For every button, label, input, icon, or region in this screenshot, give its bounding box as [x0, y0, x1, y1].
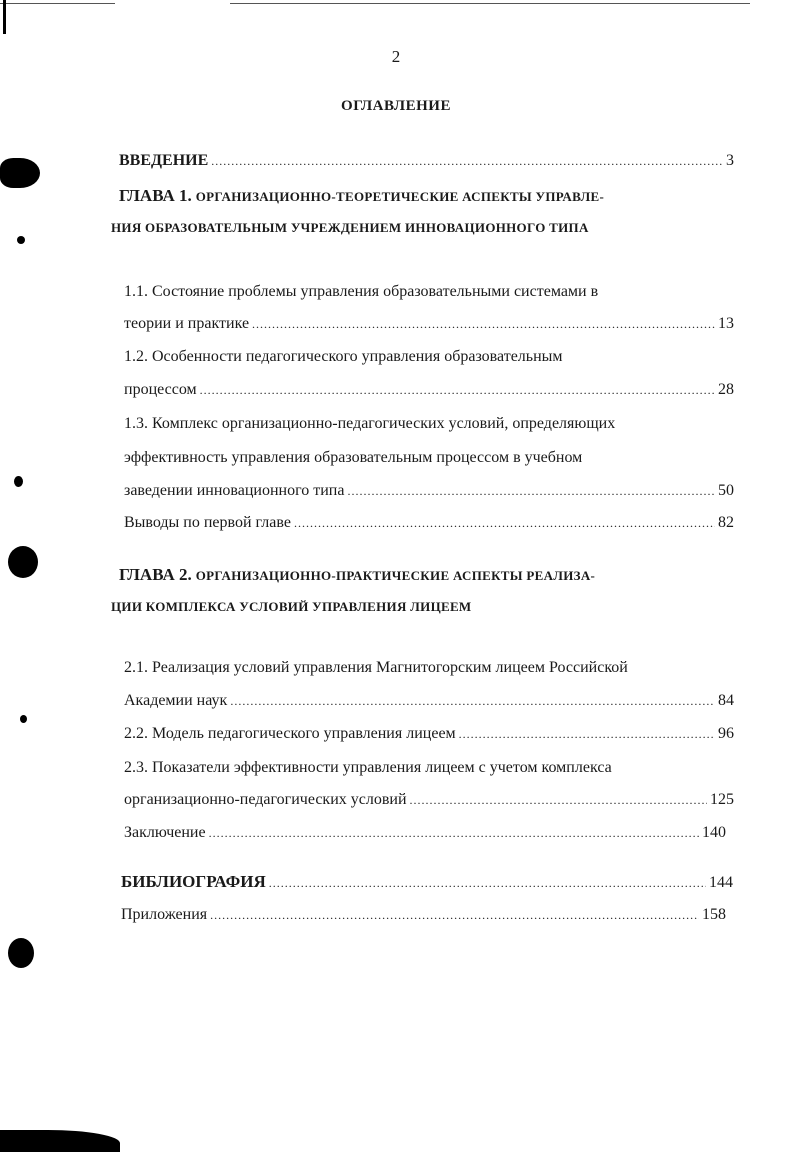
punch-hole-blot: [0, 158, 40, 188]
chapter-title-line: ЦИИ КОМПЛЕКСА УСЛОВИЙ УПРАВЛЕНИЯ ЛИЦЕЕМ: [111, 599, 472, 614]
toc-entry-1-2-line1: 1.2. Особенности педагогического управления образовательным: [124, 348, 563, 365]
leader-dots: [410, 790, 707, 810]
toc-entry-label: ВВЕДЕНИЕ: [119, 152, 209, 169]
leader-dots: [347, 481, 715, 501]
chapter-title-line: НИЯ ОБРАЗОВАТЕЛЬНЫМ УЧРЕЖДЕНИЕМ ИННОВАЦИОННОГО ТИПА: [111, 220, 589, 235]
ink-speck: [17, 236, 25, 244]
leader-dots: [294, 513, 715, 533]
chapter-title-line: ОРГАНИЗАЦИОННО-ПРАКТИЧЕСКИЕ АСПЕКТЫ РЕАЛИЗА-: [195, 568, 596, 583]
chapter-title-line: ОРГАНИЗАЦИОННО-ТЕОРЕТИЧЕСКИЕ АСПЕКТЫ УПРАВЛЕ-: [195, 189, 605, 204]
toc-entry-label: Заключение: [124, 824, 206, 841]
toc-entry-1-3: [124, 481, 734, 501]
toc-entry-1-2: [124, 380, 734, 400]
toc-entry-1-1-line1: 1.1. Состояние проблемы управления образовательными системами в: [124, 283, 599, 300]
chapter-1-heading: [119, 186, 604, 207]
toc-page-number: 28: [718, 381, 734, 398]
toc-entry-1-1: [124, 314, 734, 334]
punch-hole-blot: [8, 546, 38, 578]
toc-entry-2-3: [124, 790, 734, 810]
chapter-1-heading-cont: [111, 218, 589, 238]
toc-entry-label: 2.2. Модель педагогического управления лицеем: [124, 725, 456, 742]
toc-entry-label: Выводы по первой главе: [124, 514, 291, 531]
toc-entry-intro: [119, 151, 734, 171]
toc-entry-2-2: [124, 724, 734, 744]
scan-margin-mark: [3, 0, 6, 34]
leader-dots: [459, 724, 715, 744]
toc-page-number: 144: [709, 874, 733, 891]
toc-entry-conclusion: [124, 823, 726, 843]
toc-entry-2-1: [124, 691, 734, 711]
leader-dots: [230, 691, 715, 711]
toc-entry-label: БИБЛИОГРАФИЯ: [121, 872, 266, 891]
chapter-prefix: ГЛАВА 1.: [119, 186, 192, 205]
leader-dots: [210, 905, 699, 925]
ink-speck: [14, 476, 23, 487]
scan-edge-line: [0, 3, 115, 4]
toc-page-number: 84: [718, 692, 734, 709]
toc-entry-label: процессом: [124, 381, 197, 398]
toc-page-number: 125: [710, 791, 734, 808]
toc-page-number: 82: [718, 514, 734, 531]
toc-page-number: 3: [726, 152, 734, 169]
page-title: ОГЛАВЛЕНИЕ: [341, 98, 451, 114]
toc-entry-1-3-line1: 1.3. Комплекс организационно-педагогических условий, определяющих: [124, 415, 616, 432]
scan-edge-line: [230, 3, 750, 4]
toc-entry-bibliography: [121, 872, 733, 893]
toc-entry-1-3-line2: эффективность управления образовательным процессом в учебном: [124, 449, 583, 466]
leader-dots: [209, 823, 699, 843]
ink-speck: [20, 715, 27, 723]
toc-page-number: 140: [702, 824, 726, 841]
toc-entry-appendices: [121, 905, 726, 925]
chapter-prefix: ГЛАВА 2.: [119, 565, 192, 584]
toc-page-number: 158: [702, 906, 726, 923]
leader-dots: [211, 151, 723, 171]
toc-entry-label: Академии наук: [124, 692, 228, 709]
toc-page-number: 96: [718, 725, 734, 742]
leader-dots: [252, 314, 715, 334]
scan-corner-shadow: [0, 1130, 120, 1152]
toc-entry-label: Приложения: [121, 906, 208, 923]
toc-entry-label: заведении инновационного типа: [124, 482, 345, 499]
chapter-2-heading: [119, 565, 595, 586]
toc-page-number: 13: [718, 315, 734, 332]
toc-entry-2-3-line1: 2.3. Показатели эффективности управления лицеем с учетом комплекса: [124, 759, 612, 776]
toc-entry-label: организационно-педагогических условий: [124, 791, 407, 808]
leader-dots: [269, 873, 706, 893]
toc-entry-2-1-line1: 2.1. Реализация условий управления Магнитогорским лицеем Российской: [124, 659, 628, 676]
toc-entry-ch1-conclusions: [124, 513, 734, 533]
punch-hole-blot: [8, 938, 34, 968]
toc-entry-label: теории и практике: [124, 315, 250, 332]
page-number: 2: [391, 47, 401, 66]
chapter-2-heading-cont: [111, 597, 472, 617]
leader-dots: [200, 380, 715, 400]
toc-page-number: 50: [718, 482, 734, 499]
